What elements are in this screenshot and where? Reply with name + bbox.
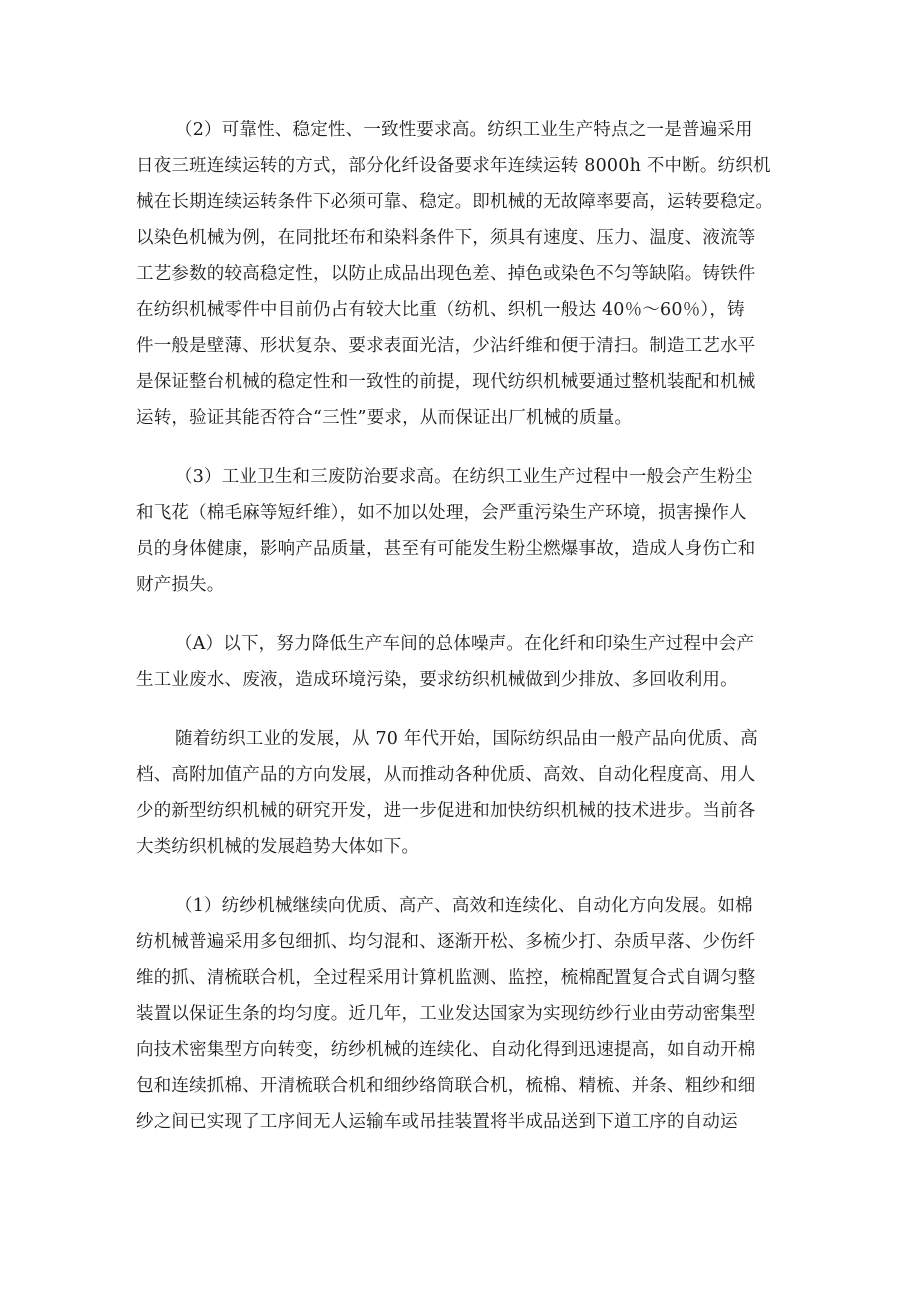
paragraph-line: （A）以下，努力降低生产车间的总体噪声。在化纤和印染生产过程中会产 (175, 634, 755, 654)
paragraph-line: 纱之间已实现了工序间无人运输车或吊挂装置将半成品送到下道工序的自动运 (136, 1112, 738, 1132)
paragraph-line: 包和连续抓棉、开清梳联合机和细纱络筒联合机，梳棉、精梳、并条、粗纱和细 (136, 1076, 756, 1096)
paragraph-line: （1）纺纱机械继续向优质、高产、高效和连续化、自动化方向发展。如棉 (175, 896, 753, 916)
paragraph-line: 件一般是壁薄、形状复杂、要求表面光洁，少沾纤维和便于清扫。制造工艺水平 (136, 336, 756, 356)
paragraph-line: 维的抓、清梳联合机，全过程采用计算机监测、监控，梳棉配置复合式自调匀整 (136, 968, 756, 988)
paragraph-line: 少的新型纺织机械的研究开发，进一步促进和加快纺织机械的技术进步。当前各 (136, 801, 756, 821)
paragraph-line: 向技术密集型方向转变，纺纱机械的连续化、自动化得到迅速提高，如自动开棉 (136, 1040, 756, 1060)
paragraph-line: 是保证整台机械的稳定性和一致性的前提，现代纺织机械要通过整机装配和机械 (136, 372, 756, 392)
paragraph-line: 财产损失。 (136, 575, 225, 595)
paragraph-line: 随着纺织工业的发展，从 70 年代开始，国际纺织品由一般产品向优质、高 (175, 729, 758, 749)
paragraph-line: 械在长期连续运转条件下必须可靠、稳定。即机械的无故障率要高，运转要稳定。 (136, 192, 774, 212)
paragraph-line: （3）工业卫生和三废防治要求高。在纺织工业生产过程中一般会产生粉尘 (175, 467, 753, 487)
paragraph-line: 档、高附加值产品的方向发展，从而推动各种优质、高效、自动化程度高、用人 (136, 765, 756, 785)
paragraph-line: 纺机械普遍采用多包细抓、均匀混和、逐渐开松、多梳少打、杂质早落、少伤纤 (136, 932, 756, 952)
paragraph-line: 日夜三班连续运转的方式，部分化纤设备要求年连续运转 8000h 不中断。纺织机 (136, 156, 771, 176)
paragraph-line: 装置以保证生条的均匀度。近几年，工业发达国家为实现纺纱行业由劳动密集型 (136, 1004, 756, 1024)
paragraph-line: 和飞花（棉毛麻等短纤维），如不加以处理，会严重污染生产环境，损害操作人 (136, 503, 747, 523)
paragraph-line: 工艺参数的较高稳定性，以防止成品出现色差、掉色或染色不匀等缺陷。铸铁件 (136, 264, 756, 284)
paragraph-line: 运转，验证其能否符合“三性”要求，从而保证出厂机械的质量。 (136, 408, 633, 428)
paragraph-line: 在纺织机械零件中目前仍占有较大比重（纺机、织机一般达 40％～60％），铸 (136, 300, 745, 320)
paragraph-line: 生工业废水、废液，造成环境污染，要求纺织机械做到少排放、多回收利用。 (136, 670, 738, 690)
paragraph-line: （2）可靠性、稳定性、一致性要求高。纺织工业生产特点之一是普遍采用 (175, 120, 753, 140)
paragraph-line: 大类纺织机械的发展趋势大体如下。 (136, 837, 420, 857)
paragraph-line: 以染色机械为例，在同批坯布和染料条件下，须具有速度、压力、温度、液流等 (136, 228, 756, 248)
paragraph-line: 员的身体健康，影响产品质量，甚至有可能发生粉尘燃爆事故，造成人身伤亡和 (136, 539, 756, 559)
